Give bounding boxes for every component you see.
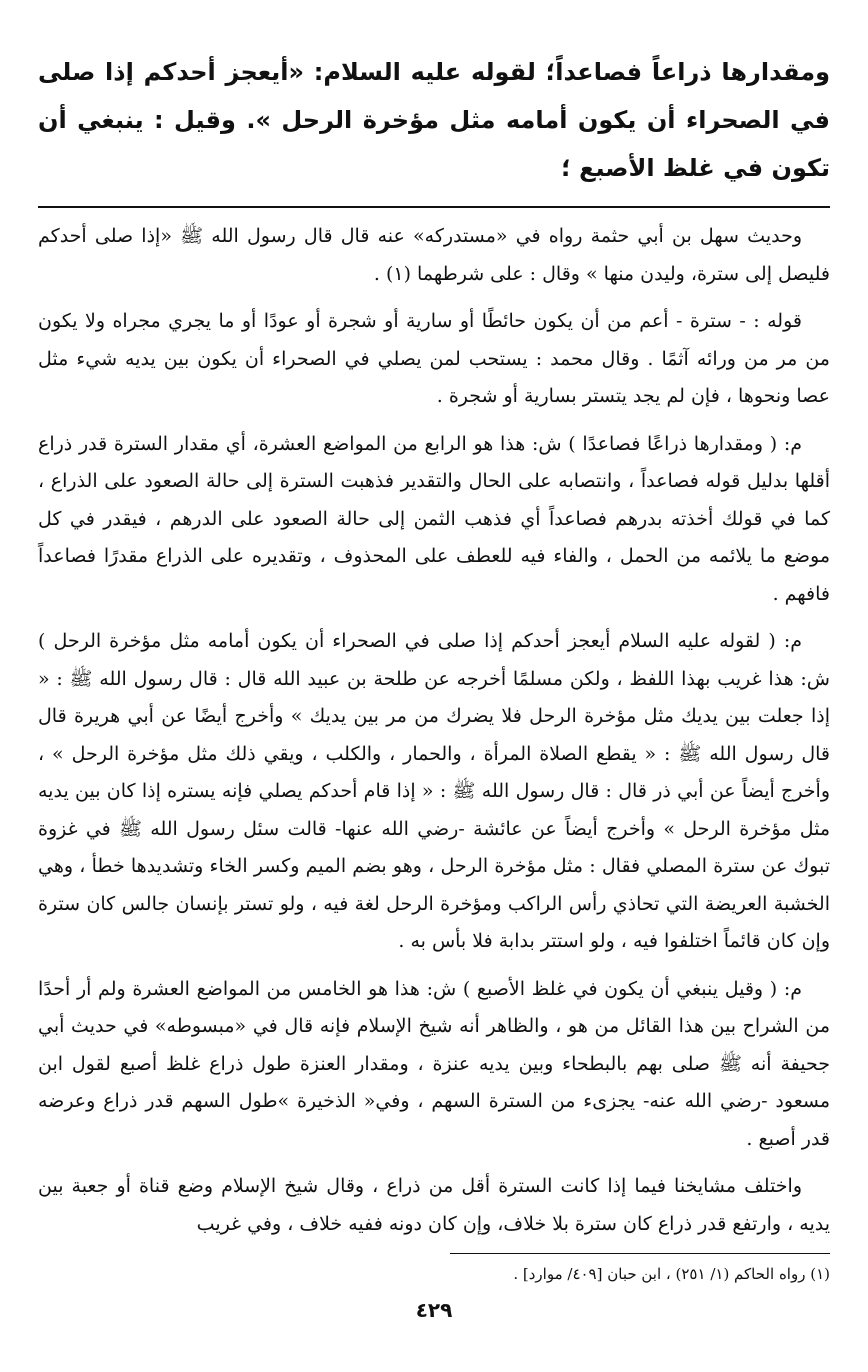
footnote-separator — [450, 1253, 830, 1254]
commentary-paragraph-4: م: ( لقوله عليه السلام أيعجز أحدكم إذا صلى في الصحراء أن يكون أمامه مثل مؤخرة الرحل ) ش: هذا غريب بهذا اللفظ ، ولكن مسلمًا أخرجه عن طلحة بن عبيد الله قال : قال رسول الله ﷺ : « إذا جعلت بين يديك مثل مؤخرة الرحل فلا يضرك من مر بين يديك » وأخرج أيضًا عن أبي هريرة قال قال رسول الله ﷺ : « يقطع الصلاة المرأة ، والحمار ، والكلب ، ويقي ذلك مثل مؤخرة الرحل » ، وأخرج أيضاً عن أبي ذر قال : قال رسول الله ﷺ : « إذا قام أحدكم يصلي فإنه يستره إذا كان بين يديه مثل مؤخرة الرحل » وأخرج أيضاً عن عائشة -رضي الله عنها- قالت سئل رسول الله ﷺ في غزوة تبوك عن سترة المصلي فقال : مثل مؤخرة الرحل ، وهو بضم الميم وكسر الخاء وتشديدها خطأ ، وهي الخشبة العريضة التي تحاذي رأس الراكب ومؤخرة الرحل لغة فيه ، ولو تستر بإنسان جالس كان سترة وإن كان قائماً اختلفوا فيه ، ولو استتر بدابة فلا بأس به . — [38, 630, 830, 952]
footnote: (١) رواه الحاكم (١/ ٢٥١) ، ابن حبان [٤٠٩/ موارد] . — [513, 1265, 830, 1283]
page-number: ٤٢٩ — [415, 1298, 453, 1322]
commentary-paragraph-1: وحديث سهل بن أبي حثمة رواه في «مستدركه» عنه قال قال رسول الله ﷺ «إذا صلى أحدكم فليصل إلى سترة، وليدن منها » وقال : على شرطهما (١) . — [38, 225, 830, 285]
commentary-paragraph-2: قوله : - سترة - أعم من أن يكون حائطًا أو سارية أو شجرة أو عودًا أو ما يجري مجراه ولا يكون من مر من ورائه آثمًا . وقال محمد : يستحب لمن يصلي في الصحراء أن يكون بين يديه شيء مثل عصا ونحوها ، فإن لم يجد يتستر بسارية أو شجرة . — [38, 310, 830, 407]
commentary-paragraph-5: م: ( وقيل ينبغي أن يكون في غلظ الأصبع ) ش: هذا هو الخامس من المواضع العشرة ولم أر أحدًا من الشراح بين هذا القائل من هو ، والظاهر أنه شيخ الإسلام فإنه قال في «مبسوطه» في حديث أبي جحيفة أنه ﷺ صلى بهم بالبطحاء وبين يديه عنزة ، ومقدار العنزة طول ذراع غلظ أصبع لقول ابن مسعود -رضي الله عنه- يجزىء من السترة السهم ، وفي« الذخيرة »طول السهم قدر ذراع وعرضه قدر أصبع . — [38, 977, 830, 1150]
commentary-paragraph-6: واختلف مشايخنا فيما إذا كانت السترة أقل من ذراع ، وقال شيخ الإسلام وضع قناة أو جعبة بين يديه ، وارتفع قدر ذراع كان سترة بلا خلاف، وإن كان دونه ففيه خلاف ، وفي غريب — [38, 1175, 830, 1235]
main-text: ومقدارها ذراعاً فصاعداً؛ لقوله عليه السلام: «أيعجز أحدكم إذا صلى في الصحراء أن يكون أمامه مثل مؤخرة الرحل ». وقيل : ينبغي أن تكون في غلظ الأصبع ؛ — [38, 58, 830, 182]
commentary-paragraph-3: م: ( ومقدارها ذراعًا فصاعدًا ) ش: هذا هو الرابع من المواضع العشرة، أي مقدار السترة قدر ذراع أقلها بدليل قوله فصاعداً ، وانتصابه على الحال والتقدير فذهبت السترة إلى حالة الصعود على الذراع ، كما في قولك أخذته بدرهم فصاعداً أي فذهب الثمن إلى حالة الصعود على الدرهم ، فيقدر في كل موضع ما يلائمه من الحمل ، والفاء فيه للعطف على المحذوف ، وتقديره على الذراع مقدرًا فصاعداً فافهم . — [38, 432, 830, 605]
book-page — [38, 30, 830, 1322]
separator-line — [38, 206, 830, 208]
